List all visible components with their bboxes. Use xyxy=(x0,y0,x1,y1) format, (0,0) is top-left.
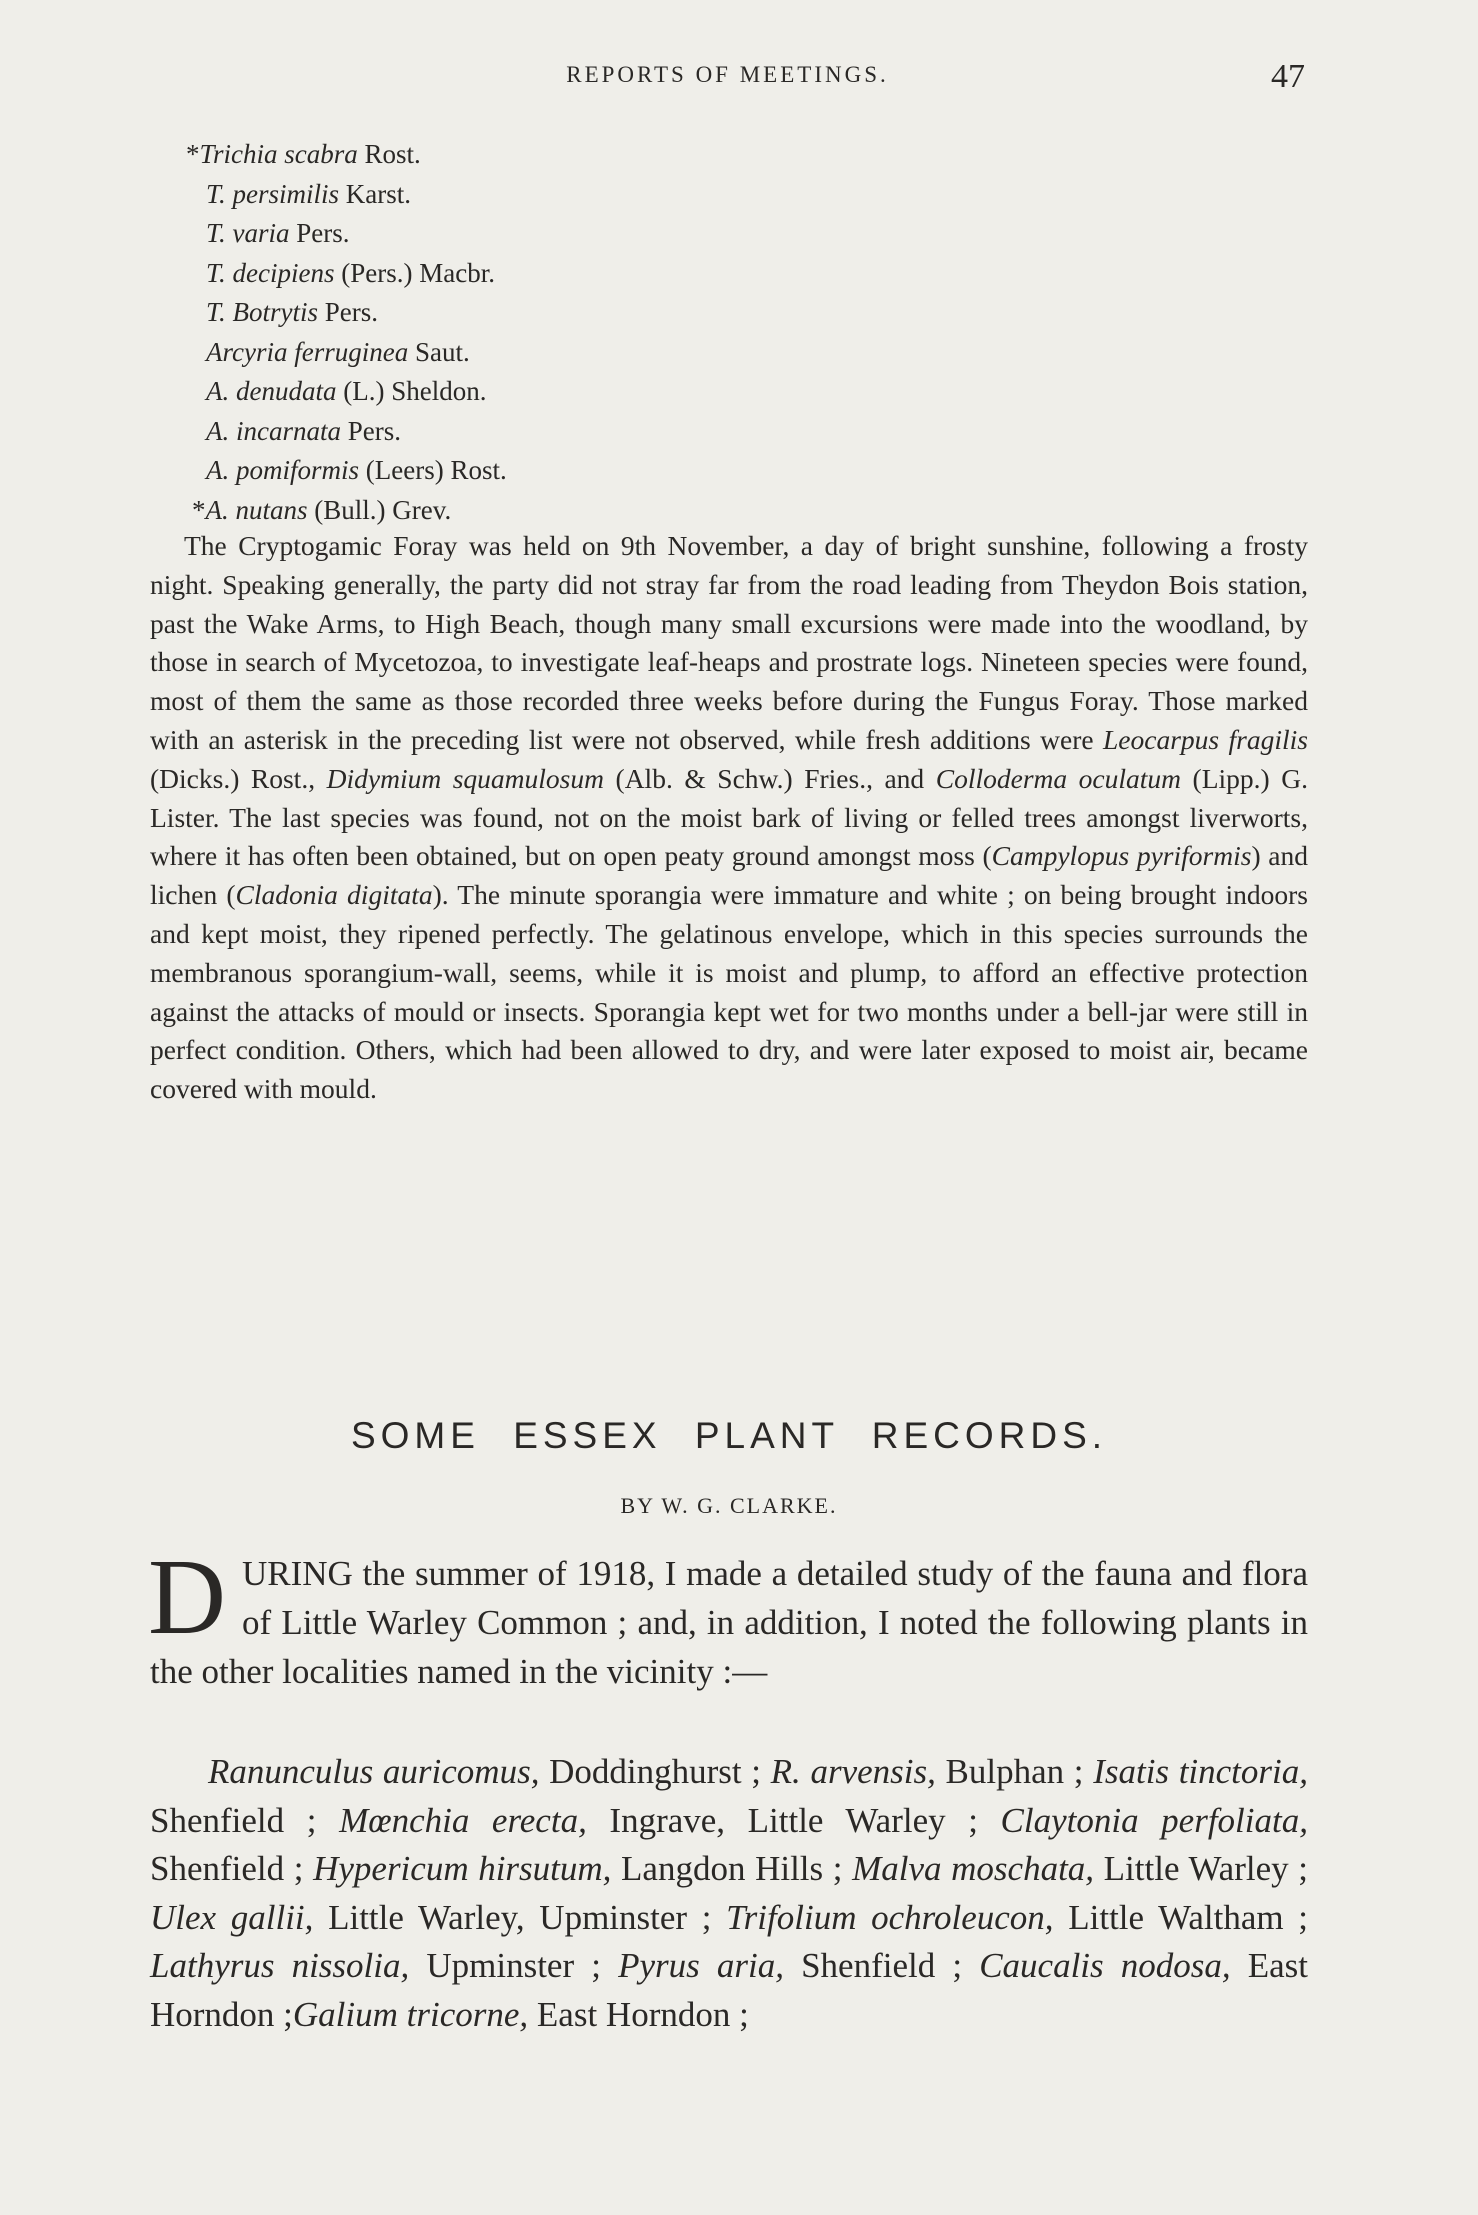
species-name: Cladonia digitata xyxy=(235,879,433,911)
species-authority: (Pers.) Macbr. xyxy=(334,257,495,288)
species-item xyxy=(186,412,507,452)
species-item xyxy=(186,372,507,412)
record: Lathyrus nissolia, Upminster ; xyxy=(150,1946,619,1986)
record: Isatis tinctoria, Shenfield ; xyxy=(150,1752,1308,1840)
species-authority: Pers. xyxy=(341,415,401,446)
species-authority: (L.) Sheldon. xyxy=(336,376,487,406)
species-item xyxy=(186,254,507,294)
species-name: T. persimilis xyxy=(206,178,340,209)
article-byline: BY W. G. CLARKE. xyxy=(620,1493,838,1518)
drop-cap: D xyxy=(148,1538,226,1657)
running-head-title: REPORTS OF MEETINGS. xyxy=(566,62,889,87)
species-item xyxy=(186,491,507,531)
article-title: SOME ESSEX PLANT RECORDS. xyxy=(350,1415,1108,1456)
record: Mœnchia erecta, Ingrave, Little Warley ; xyxy=(339,1800,1001,1840)
species-item xyxy=(186,135,507,175)
foray-paragraph: The Cryptogamic Foray was held on 9th November, a day of bright sunshine, following a frosty night. Speaking generally, the party did not stray far from the road leading from Theydon Bois station, past the Wake Arms, to High Beach, though many small excursions were made into the woodland, by those in search of Mycetozoa, to investigate leaf-heaps and prostrate logs. Nineteen species were found, most of them the same as those recorded three weeks before during the Fungus Foray. Those marked with an asterisk in the preceding list were not observed, while fresh additions were Leocarpus fragilis (Dicks.) Rost., Didymium squamulosum (Alb. & Schw.) Fries., and Colloderma oculatum (Lipp.) G. Lister. The last species was found, not on the moist bark of living or felled trees amongst liverworts, where it has often been obtained, but on open peaty ground amongst moss (Campylopus pyriformis) and lichen (Cladonia digitata). The minute sporangia were immature and white ; on being brought indoors and kept moist, they ripened perfectly. The gelatinous envelope, which in this species surrounds the membranous sporangium-wall, seems, while it is moist and plump, to afford an effective protection against the attacks of mould or insects. Sporangia kept wet for two months under a bell-jar were still in perfect condition. Others, which had been allowed to dry, and were later exposed to moist air, became covered with mould. xyxy=(150,530,1309,1105)
record: Trifolium ochroleucon, Little Waltham ; xyxy=(726,1897,1308,1937)
intro-text: URING the summer of 1918, I made a detailed study of the fauna and flora of Little Warley Common ; and, in addition, I noted the following plants in the other localities named in the vicinity :— xyxy=(150,1554,1308,1691)
species-item xyxy=(186,451,507,491)
species-item xyxy=(186,214,507,254)
species-name: A. incarnata xyxy=(206,415,341,446)
record: Pyrus aria, Shenfield ; xyxy=(618,1946,980,1986)
species-item xyxy=(186,293,507,333)
species-name: T. Botrytis xyxy=(206,297,319,327)
species-authority: (Bull.) Grev. xyxy=(307,494,452,525)
species-name: Trichia scabra xyxy=(199,139,358,169)
species-authority: Saut. xyxy=(408,336,470,367)
species-list xyxy=(186,135,507,530)
record: Malva moschata, Little Warley ; xyxy=(852,1849,1308,1889)
asterisk-mark: * xyxy=(186,139,200,169)
species-authority: Karst. xyxy=(339,178,412,209)
species-item xyxy=(186,175,507,215)
species-authority: Pers. xyxy=(289,218,350,248)
record: Galium tricorne, East Horndon ; xyxy=(292,1994,749,2034)
intro-paragraph xyxy=(148,1538,1308,1696)
species-name: Didymium squamulosum xyxy=(326,762,604,794)
species-name: Leocarpus fragilis xyxy=(1103,723,1309,755)
species-authority: Rost. xyxy=(357,139,421,169)
species-name: Campylopus pyriformis xyxy=(991,840,1252,872)
record: R. arvensis, Bulphan ; xyxy=(770,1752,1094,1791)
species-item xyxy=(186,333,507,373)
species-name: A. nutans xyxy=(205,494,308,525)
species-authority: (Leers) Rost. xyxy=(359,455,507,485)
species-authority: Pers. xyxy=(318,297,379,327)
species-name: Arcyria ferruginea xyxy=(206,336,409,367)
record: Ulex gallii, Little Warley, Upminster ; xyxy=(150,1897,727,1937)
page-number: 47 xyxy=(1271,58,1305,95)
species-name: A. pomiformis xyxy=(206,455,360,485)
species-name: T. varia xyxy=(206,218,290,248)
asterisk-mark: * xyxy=(192,494,206,525)
species-name: Colloderma oculatum xyxy=(935,762,1182,794)
species-name: T. decipiens xyxy=(206,257,335,288)
record: Ranunculus auricomus, Doddinghurst ; xyxy=(208,1752,771,1791)
plant-records-paragraph xyxy=(150,1748,1308,2040)
record: Claytonia perfoliata, Shenfield ; xyxy=(150,1800,1308,1889)
record: Hypericum hirsutum, Langdon Hills ; xyxy=(313,1849,853,1889)
running-head xyxy=(150,58,1305,102)
species-name: A. denudata xyxy=(206,376,337,406)
record: Caucalis nodosa, East Horndon ; xyxy=(150,1946,1308,2034)
